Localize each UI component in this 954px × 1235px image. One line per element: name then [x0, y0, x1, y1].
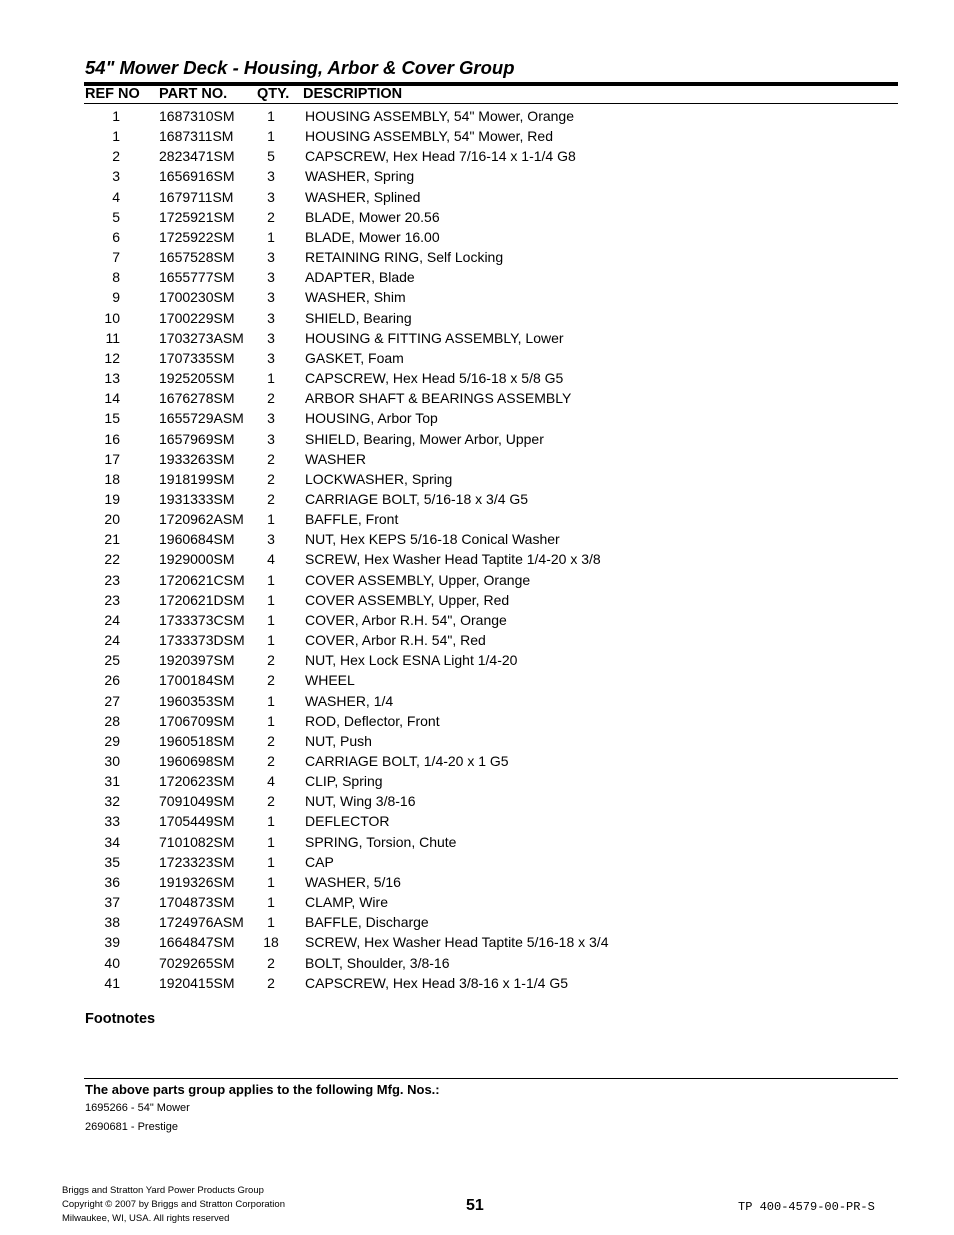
description-cell: BLADE, Mower 16.00 — [305, 228, 440, 245]
ref-no-cell: 19 — [104, 490, 120, 507]
qty-cell: 2 — [267, 954, 275, 971]
part-no-cell: 1960698SM — [159, 753, 235, 769]
description-header: DESCRIPTION — [303, 86, 403, 102]
ref-no-cell: 8 — [112, 269, 120, 286]
footnotes-heading: Footnotes — [85, 1011, 156, 1027]
table-row — [0, 872, 954, 892]
part-no-cell: 1656916SM — [159, 168, 235, 185]
ref-no-cell: 5 — [112, 208, 120, 225]
table-row — [0, 328, 954, 348]
ref-no-cell: 26 — [104, 672, 120, 689]
ref-no-cell: 7 — [112, 249, 120, 266]
qty-cell: 1 — [267, 813, 275, 830]
description-cell: ROD, Deflector, Front — [305, 712, 440, 729]
table-row — [0, 650, 954, 670]
description-cell: NUT, Wing 3/8-16 — [305, 793, 416, 810]
table-row — [0, 408, 954, 428]
table-row — [0, 187, 954, 207]
table-row — [0, 771, 954, 791]
ref-no-cell: 25 — [104, 652, 120, 669]
description-cell: SHIELD, Bearing, Mower Arbor, Upper — [305, 430, 544, 447]
table-row — [0, 811, 954, 831]
table-row — [0, 126, 954, 146]
table-row — [0, 287, 954, 307]
description-cell: HOUSING & FITTING ASSEMBLY, Lower — [305, 329, 564, 346]
part-no-cell: 7091049SM — [159, 793, 235, 810]
ref-no-cell: 6 — [112, 228, 120, 245]
table-row — [0, 731, 954, 751]
ref-no-cell: 13 — [104, 370, 120, 387]
table-row — [0, 932, 954, 952]
table-row — [0, 166, 954, 186]
table-row — [0, 691, 954, 711]
qty-cell: 3 — [267, 168, 275, 185]
description-cell: SHIELD, Bearing — [305, 309, 412, 326]
ref-no-cell: 22 — [104, 551, 120, 568]
part-no-cell: 7029265SM — [159, 954, 235, 971]
mfg-heading: The above parts group applies to the following Mfg. Nos.: — [85, 1082, 440, 1097]
description-cell: RETAINING RING, Self Locking — [305, 249, 504, 266]
qty-cell: 2 — [267, 732, 275, 749]
part-no-cell: 1703273ASM — [159, 329, 244, 346]
table-row — [0, 670, 954, 690]
ref-no-cell: 12 — [104, 349, 120, 366]
part-no-cell: 1657969SM — [159, 430, 235, 447]
part-no-cell: 1707335SM — [159, 349, 235, 366]
qty-cell: 4 — [267, 773, 275, 790]
qty-cell: 1 — [267, 228, 275, 245]
part-no-cell: 1918199SM — [159, 470, 235, 487]
table-row — [0, 146, 954, 166]
description-cell: WASHER, Splined — [305, 188, 421, 205]
part-no-cell: 1919326SM — [159, 873, 235, 890]
description-cell: DEFLECTOR — [305, 813, 390, 830]
description-cell: GASKET, Foam — [305, 349, 404, 366]
header-rule — [84, 103, 898, 104]
part-no-cell: 1925205SM — [159, 370, 235, 387]
part-no-cell: 1679711SM — [159, 188, 234, 205]
ref-no-cell: 11 — [105, 329, 120, 346]
part-no-cell: 1931333SM — [159, 490, 235, 507]
part-no-cell: 1920415SM — [159, 974, 235, 991]
description-cell: WHEEL — [305, 672, 355, 689]
part-no-cell: 1723323SM — [159, 853, 235, 870]
description-cell: BAFFLE, Discharge — [305, 914, 429, 931]
qty-cell: 3 — [267, 329, 275, 346]
mfg-item: 1695266 - 54" Mower — [85, 1102, 190, 1114]
ref-no-cell: 30 — [104, 753, 120, 769]
footer-company-block — [62, 1184, 285, 1226]
ref-no-cell: 31 — [104, 773, 120, 790]
part-no-cell: 1664847SM — [159, 934, 235, 951]
description-cell: ARBOR SHAFT & BEARINGS ASSEMBLY — [305, 390, 572, 407]
table-row — [0, 449, 954, 469]
qty-cell: 3 — [267, 249, 275, 266]
part-no-cell: 1687311SM — [159, 128, 234, 145]
part-no-cell: 1720621CSM — [159, 571, 245, 588]
description-cell: BLADE, Mower 20.56 — [305, 208, 440, 225]
part-no-cell: 1724976ASM — [159, 914, 244, 931]
table-row — [0, 529, 954, 549]
description-cell: HOUSING ASSEMBLY, 54" Mower, Red — [305, 128, 553, 145]
description-cell: WASHER, 5/16 — [305, 873, 401, 890]
description-cell: ADAPTER, Blade — [305, 269, 415, 286]
table-row — [0, 549, 954, 569]
table-row — [0, 832, 954, 852]
footer-location: Milwaukee, WI, USA. All rights reserved — [62, 1213, 230, 1224]
document-code: TP 400-4579-00-PR-S — [738, 1200, 875, 1214]
qty-cell: 18 — [263, 934, 279, 951]
qty-cell: 3 — [267, 309, 275, 326]
ref-no-cell: 1 — [112, 128, 120, 145]
qty-cell: 1 — [267, 712, 275, 729]
qty-cell: 2 — [267, 490, 275, 507]
description-cell: SCREW, Hex Washer Head Taptite 1/4-20 x 3/8 — [305, 551, 601, 568]
description-cell: COVER, Arbor R.H. 54", Orange — [305, 611, 507, 628]
ref-no-cell: 23 — [104, 591, 120, 608]
table-row — [0, 751, 954, 771]
parts-list — [0, 106, 954, 993]
qty-cell: 2 — [267, 208, 275, 225]
table-row — [0, 388, 954, 408]
part-no-cell: 1960684SM — [159, 531, 235, 548]
ref-no-cell: 21 — [104, 531, 120, 548]
part-no-cell: 1920397SM — [159, 652, 235, 669]
ref-no-cell: 33 — [104, 813, 120, 830]
table-row — [0, 852, 954, 872]
description-cell: BAFFLE, Front — [305, 511, 399, 528]
ref-no-cell: 34 — [104, 833, 120, 850]
table-row — [0, 348, 954, 368]
description-cell: NUT, Hex Lock ESNA Light 1/4-20 — [305, 652, 518, 669]
qty-cell: 5 — [267, 148, 275, 165]
ref-no-cell: 14 — [104, 390, 120, 407]
part-no-cell: 1687310SM — [159, 108, 235, 124]
part-no-cell: 1706709SM — [159, 712, 235, 729]
ref-no-cell: 20 — [104, 511, 120, 528]
description-cell: WASHER, 1/4 — [305, 692, 394, 709]
footer-company: Briggs and Stratton Yard Power Products Group — [62, 1185, 264, 1196]
ref-no-cell: 4 — [112, 188, 120, 205]
table-row — [0, 368, 954, 388]
ref-no-cell: 29 — [104, 732, 120, 749]
part-no-cell: 1960353SM — [159, 692, 235, 709]
ref-no-cell: 41 — [104, 974, 120, 991]
part-no-header: PART NO. — [159, 86, 228, 102]
description-cell: SPRING, Torsion, Chute — [305, 833, 457, 850]
ref-no-cell: 24 — [104, 611, 120, 628]
qty-cell: 2 — [267, 652, 275, 669]
qty-cell: 3 — [267, 531, 275, 548]
part-no-cell: 2823471SM — [159, 148, 235, 165]
part-no-cell: 1705449SM — [159, 813, 235, 830]
table-row — [0, 711, 954, 731]
qty-cell: 1 — [267, 833, 275, 850]
table-row — [0, 912, 954, 932]
ref-no-cell: 39 — [104, 934, 120, 951]
qty-cell: 3 — [267, 269, 275, 286]
qty-cell: 3 — [267, 289, 275, 306]
part-no-cell: 1700229SM — [159, 309, 235, 326]
ref-no-cell: 32 — [104, 793, 120, 810]
ref-no-cell: 38 — [104, 914, 120, 931]
qty-cell: 2 — [267, 470, 275, 487]
table-row — [0, 489, 954, 509]
table-row — [0, 791, 954, 811]
qty-cell: 1 — [267, 571, 275, 588]
qty-cell: 3 — [267, 188, 275, 205]
part-no-cell: 1725922SM — [159, 228, 235, 245]
qty-cell: 2 — [267, 450, 275, 467]
part-no-cell: 1733373CSM — [159, 611, 245, 628]
qty-cell: 1 — [267, 591, 275, 608]
table-row — [0, 469, 954, 489]
part-no-cell: 1720621DSM — [159, 591, 245, 608]
ref-no-cell: 18 — [104, 470, 120, 487]
table-header — [0, 86, 954, 103]
part-no-cell: 1700184SM — [159, 672, 235, 689]
description-cell: WASHER, Shim — [305, 289, 406, 306]
description-cell: NUT, Push — [305, 732, 372, 749]
description-cell: COVER ASSEMBLY, Upper, Red — [305, 591, 510, 608]
ref-no-cell: 40 — [104, 954, 120, 971]
qty-cell: 3 — [267, 349, 275, 366]
table-row — [0, 227, 954, 247]
qty-cell: 2 — [267, 753, 275, 769]
part-no-cell: 1720623SM — [159, 773, 235, 790]
description-cell: SCREW, Hex Washer Head Taptite 5/16-18 x 3/4 — [305, 934, 609, 951]
table-row — [0, 247, 954, 267]
mfg-rule — [84, 1078, 898, 1079]
description-cell: CARRIAGE BOLT, 5/16-18 x 3/4 G5 — [305, 490, 529, 507]
part-no-cell: 1929000SM — [159, 551, 235, 568]
qty-cell: 1 — [267, 370, 275, 387]
qty-cell: 3 — [267, 410, 275, 427]
description-cell: WASHER — [305, 450, 366, 467]
ref-no-cell: 16 — [104, 430, 120, 447]
ref-no-cell: 1 — [112, 108, 120, 124]
ref-no-cell: 23 — [104, 571, 120, 588]
qty-cell: 4 — [267, 551, 275, 568]
part-no-cell: 7101082SM — [159, 833, 235, 850]
table-row — [0, 429, 954, 449]
description-cell: COVER ASSEMBLY, Upper, Orange — [305, 571, 531, 588]
qty-cell: 2 — [267, 672, 275, 689]
table-row — [0, 973, 954, 993]
qty-header: QTY. — [257, 86, 290, 102]
ref-no-cell: 37 — [104, 894, 120, 911]
description-cell: HOUSING, Arbor Top — [305, 410, 438, 427]
ref-no-cell: 10 — [104, 309, 120, 326]
part-no-cell: 1676278SM — [159, 390, 235, 407]
ref-no-header: REF NO — [85, 86, 140, 102]
part-no-cell: 1700230SM — [159, 289, 235, 306]
ref-no-cell: 24 — [104, 632, 120, 649]
qty-cell: 1 — [267, 853, 275, 870]
qty-cell: 1 — [267, 632, 275, 649]
table-row — [0, 509, 954, 529]
description-cell: LOCKWASHER, Spring — [305, 470, 453, 487]
qty-cell: 1 — [267, 128, 275, 145]
ref-no-cell: 2 — [112, 148, 120, 165]
ref-no-cell: 28 — [104, 712, 120, 729]
part-no-cell: 1720962ASM — [159, 511, 244, 528]
table-row — [0, 953, 954, 973]
description-cell: CARRIAGE BOLT, 1/4-20 x 1 G5 — [305, 753, 509, 769]
footer-copyright: Copyright © 2007 by Briggs and Stratton Corporation — [62, 1199, 285, 1210]
table-row — [0, 106, 954, 126]
table-row — [0, 308, 954, 328]
part-no-cell: 1725921SM — [159, 208, 235, 225]
ref-no-cell: 35 — [104, 853, 120, 870]
description-cell: WASHER, Spring — [305, 168, 415, 185]
description-cell: NUT, Hex KEPS 5/16-18 Conical Washer — [305, 531, 560, 548]
qty-cell: 3 — [267, 430, 275, 447]
part-no-cell: 1655729ASM — [159, 410, 244, 427]
mfg-list — [85, 1099, 190, 1137]
description-cell: BOLT, Shoulder, 3/8-16 — [305, 954, 450, 971]
qty-cell: 1 — [267, 692, 275, 709]
ref-no-cell: 27 — [104, 692, 120, 709]
page-number: 51 — [466, 1197, 484, 1214]
table-row — [0, 267, 954, 287]
description-cell: CAPSCREW, Hex Head 5/16-18 x 5/8 G5 — [305, 370, 564, 387]
part-no-cell: 1933263SM — [159, 450, 235, 467]
mfg-item: 2690681 - Prestige — [85, 1121, 178, 1133]
ref-no-cell: 3 — [112, 168, 120, 185]
table-row — [0, 892, 954, 912]
ref-no-cell: 36 — [104, 873, 120, 890]
ref-no-cell: 9 — [112, 289, 120, 306]
qty-cell: 1 — [267, 611, 275, 628]
description-cell: COVER, Arbor R.H. 54", Red — [305, 632, 486, 649]
part-no-cell: 1657528SM — [159, 249, 235, 266]
description-cell: HOUSING ASSEMBLY, 54" Mower, Orange — [305, 108, 575, 124]
qty-cell: 1 — [267, 914, 275, 931]
part-no-cell: 1960518SM — [159, 732, 235, 749]
description-cell: CAPSCREW, Hex Head 7/16-14 x 1-1/4 G8 — [305, 148, 576, 165]
qty-cell: 1 — [267, 108, 275, 124]
qty-cell: 2 — [267, 974, 275, 991]
part-no-cell: 1704873SM — [159, 894, 235, 911]
ref-no-cell: 17 — [104, 450, 120, 467]
qty-cell: 2 — [267, 390, 275, 407]
qty-cell: 1 — [267, 873, 275, 890]
qty-cell: 1 — [267, 894, 275, 911]
ref-no-cell: 15 — [104, 410, 120, 427]
table-row — [0, 570, 954, 590]
table-row — [0, 610, 954, 630]
part-no-cell: 1655777SM — [159, 269, 235, 286]
part-no-cell: 1733373DSM — [159, 632, 245, 649]
qty-cell: 2 — [267, 793, 275, 810]
table-row — [0, 630, 954, 650]
table-row — [0, 590, 954, 610]
page-title: 54" Mower Deck - Housing, Arbor & Cover Group — [85, 57, 515, 78]
qty-cell: 1 — [267, 511, 275, 528]
description-cell: CLAMP, Wire — [305, 894, 388, 911]
table-row — [0, 207, 954, 227]
description-cell: CAPSCREW, Hex Head 3/8-16 x 1-1/4 G5 — [305, 974, 568, 991]
description-cell: CLIP, Spring — [305, 773, 383, 790]
description-cell: CAP — [305, 853, 334, 870]
